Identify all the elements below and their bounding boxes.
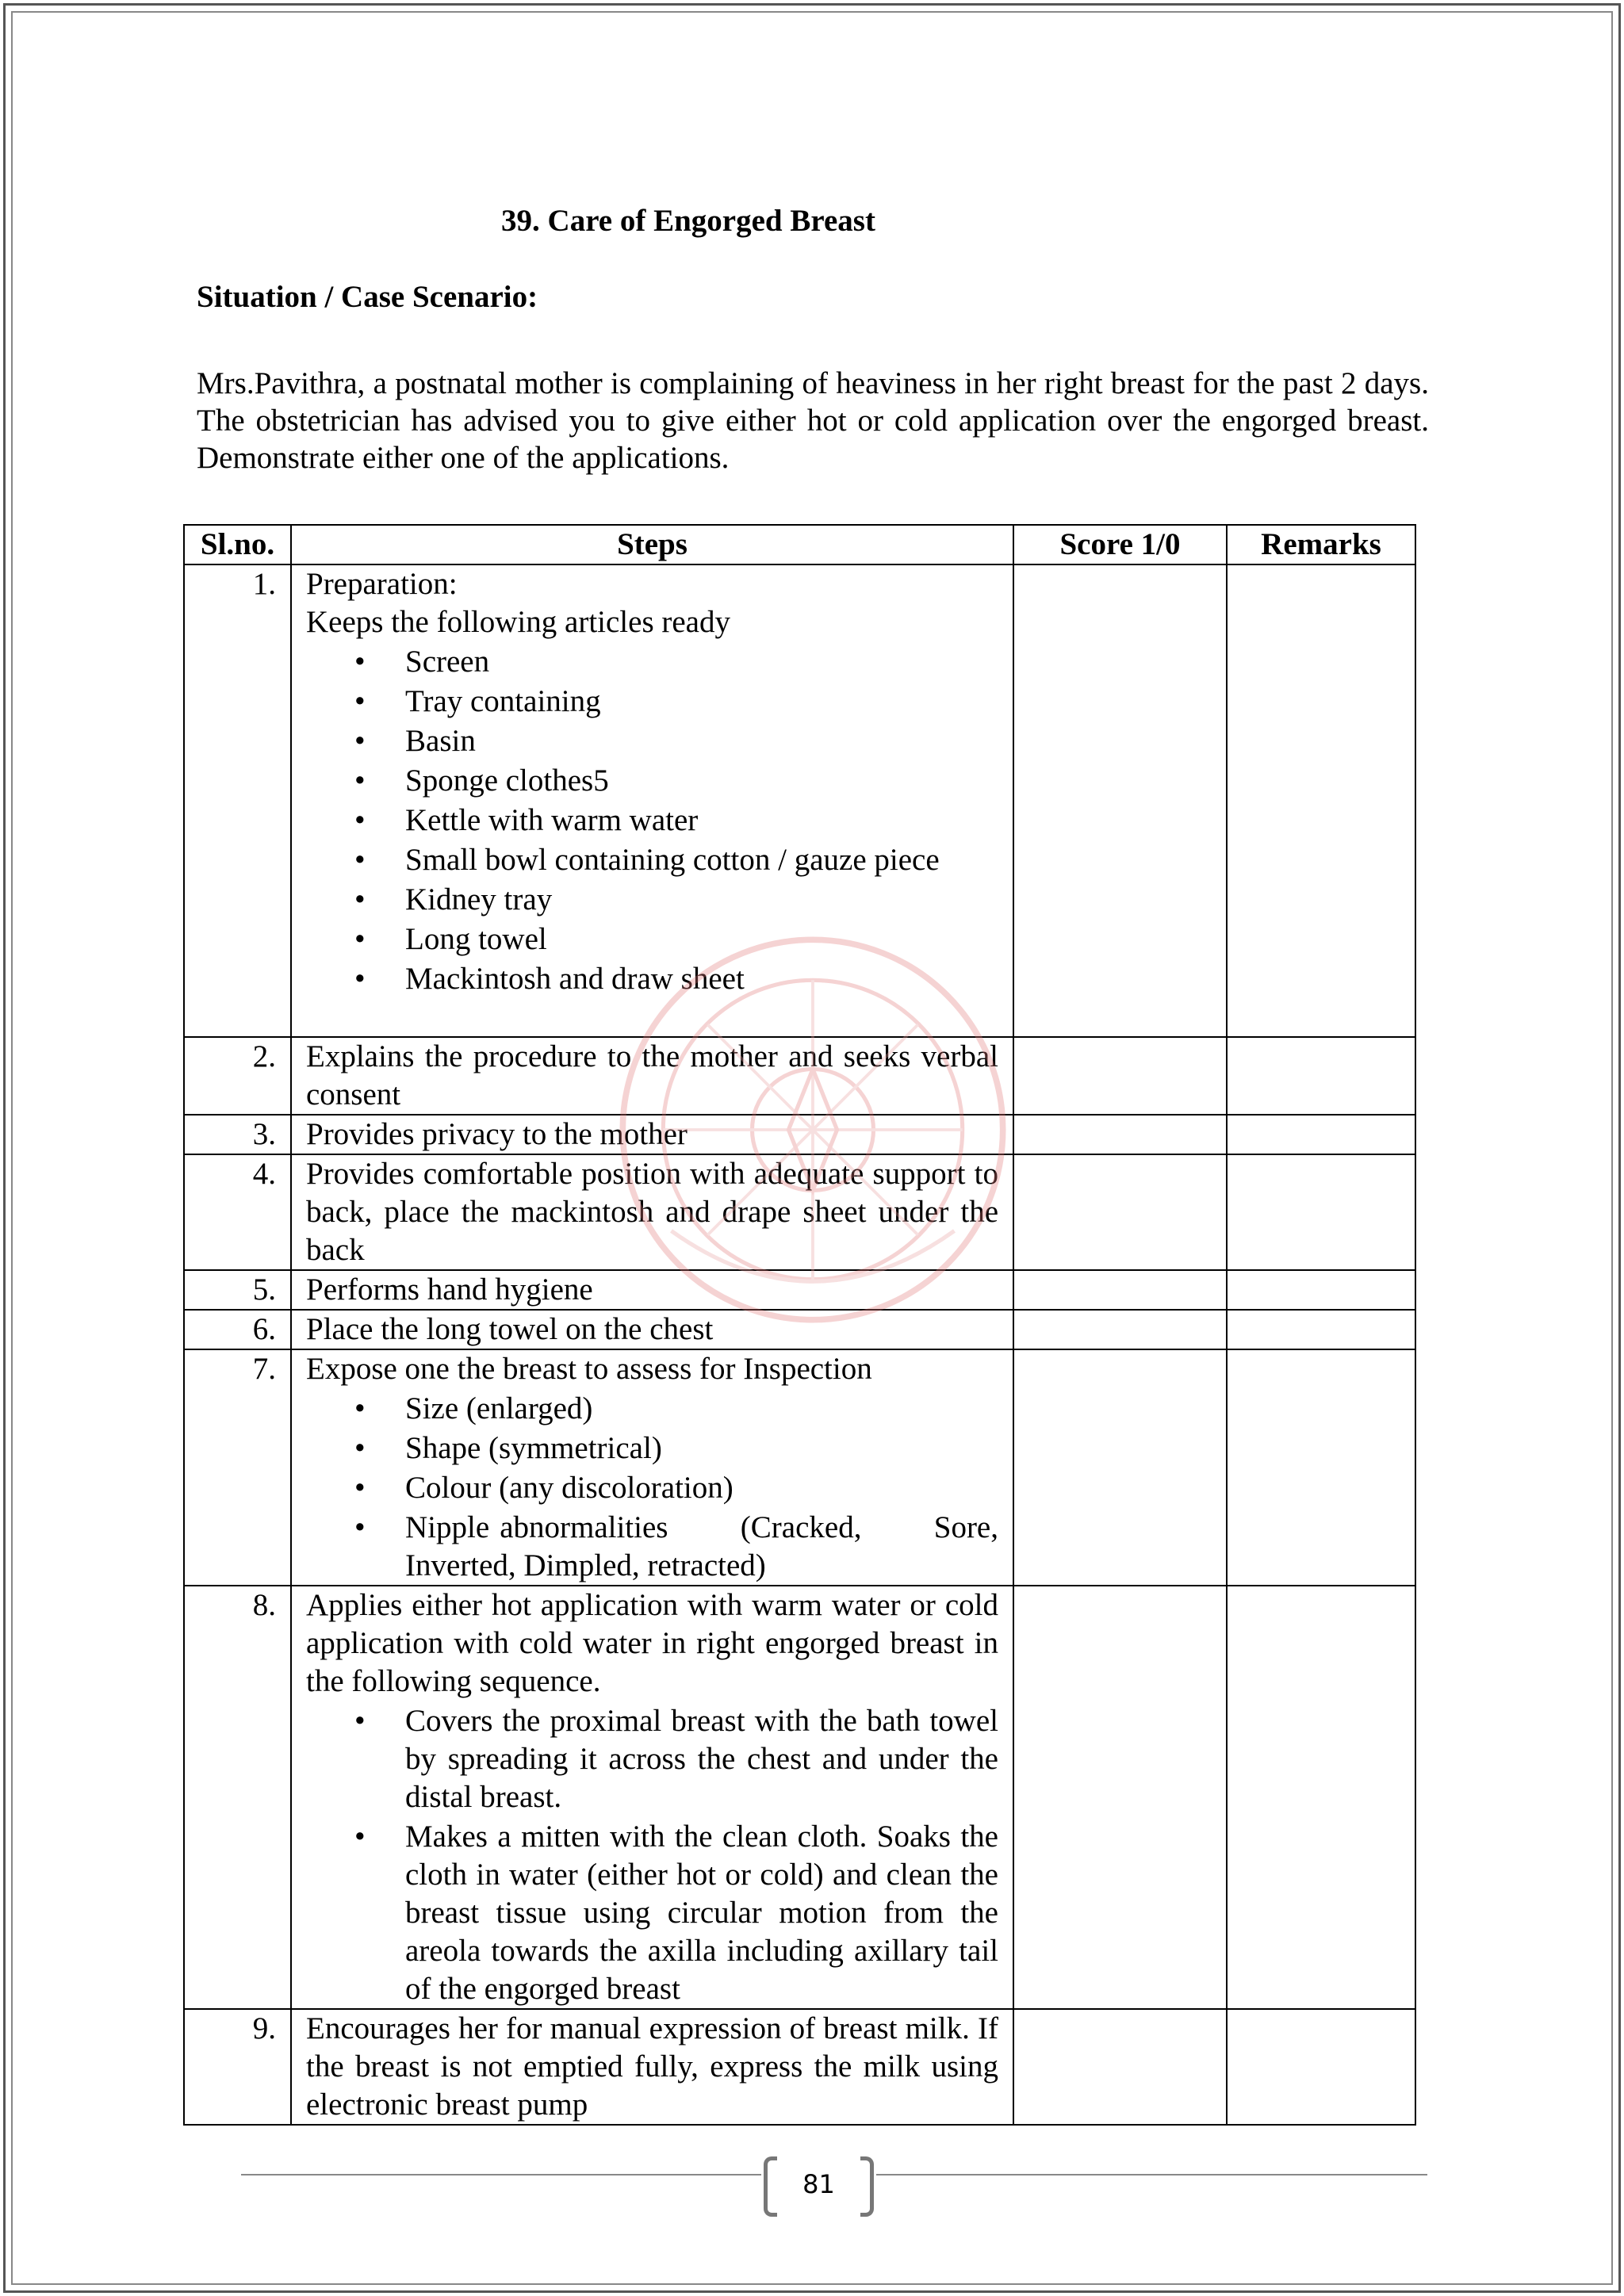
step-text: Provides privacy to the mother bbox=[291, 1115, 1013, 1154]
remarks-cell[interactable] bbox=[1227, 1310, 1415, 1349]
document-title: 39. Care of Engorged Breast bbox=[501, 204, 875, 238]
table-row bbox=[184, 1037, 1415, 1115]
score-cell[interactable] bbox=[1013, 1310, 1227, 1349]
table-row bbox=[184, 1586, 1415, 2009]
remarks-cell[interactable] bbox=[1227, 2009, 1415, 2125]
remarks-cell[interactable] bbox=[1227, 564, 1415, 1037]
score-cell[interactable] bbox=[1013, 1270, 1227, 1310]
step-number: 5. bbox=[184, 1270, 291, 1310]
step-text bbox=[291, 1586, 1013, 2009]
remarks-cell[interactable] bbox=[1227, 1154, 1415, 1270]
step-text: Explains the procedure to the mother and seeks verbal consent bbox=[291, 1037, 1013, 1115]
list-item: • Makes a mitten with the clean cloth. Soaks the cloth in water (either hot or cold) and clean the breast tissue using circular motion from the areola towards the axilla including axillary tail of the engorged breast bbox=[405, 1818, 998, 2008]
table-header-row bbox=[184, 525, 1415, 564]
remarks-cell[interactable] bbox=[1227, 1037, 1415, 1115]
list-item: • Small bowl containing cotton / gauze piece bbox=[405, 841, 998, 879]
list-item: • Covers the proximal breast with the bath towel by spreading it across the chest and under the distal breast. bbox=[405, 1702, 998, 1816]
step-line: Applies either hot application with warm water or cold application with cold water in right engorged breast in the following sequence. bbox=[306, 1588, 998, 1698]
table-row bbox=[184, 1270, 1415, 1310]
step-text: Provides comfortable position with adequate support to back, place the mackintosh and drape sheet under the back bbox=[291, 1154, 1013, 1270]
score-cell[interactable] bbox=[1013, 1154, 1227, 1270]
list-item: • Nipple abnormalities (Cracked, Sore, Inverted, Dimpled, retracted) bbox=[405, 1509, 998, 1585]
list-item: • Size (enlarged) bbox=[405, 1390, 998, 1428]
list-item: • Mackintosh and draw sheet bbox=[405, 960, 998, 998]
procedure-checklist-table bbox=[183, 524, 1416, 2126]
list-item: • Basin bbox=[405, 722, 998, 760]
step-number: 7. bbox=[184, 1349, 291, 1586]
section-heading: Situation / Case Scenario: bbox=[197, 280, 538, 314]
list-item: • Kidney tray bbox=[405, 881, 998, 919]
step-text: Place the long towel on the chest bbox=[291, 1310, 1013, 1349]
table-row bbox=[184, 1154, 1415, 1270]
step-line: Keeps the following articles ready bbox=[306, 605, 730, 639]
score-cell[interactable] bbox=[1013, 1586, 1227, 2009]
footer-rule-right bbox=[876, 2174, 1427, 2175]
inspection-list bbox=[306, 1390, 1006, 1585]
step-number: 8. bbox=[184, 1586, 291, 2009]
list-item: • Tray containing bbox=[405, 683, 998, 721]
score-cell[interactable] bbox=[1013, 564, 1227, 1037]
remarks-cell[interactable] bbox=[1227, 1586, 1415, 2009]
scenario-paragraph: Mrs.Pavithra, a postnatal mother is complaining of heaviness in her right breast for the past 2 days. The obstetrician has advised you to give either hot or cold application over the engorged breast. Demonstrate either one of the applications. bbox=[197, 366, 1429, 475]
remarks-cell[interactable] bbox=[1227, 1115, 1415, 1154]
step-text bbox=[291, 564, 1013, 1037]
table-row bbox=[184, 1115, 1415, 1154]
article-list bbox=[306, 643, 998, 998]
score-cell[interactable] bbox=[1013, 1115, 1227, 1154]
page-number: 81 bbox=[802, 2169, 835, 2199]
step-number: 6. bbox=[184, 1310, 291, 1349]
table-row bbox=[184, 1349, 1415, 1586]
table-row bbox=[184, 1310, 1415, 1349]
step-number: 9. bbox=[184, 2009, 291, 2125]
step-text bbox=[291, 1349, 1013, 1586]
step-number: 1. bbox=[184, 564, 291, 1037]
score-cell[interactable] bbox=[1013, 1037, 1227, 1115]
page-number-badge bbox=[761, 2156, 876, 2214]
list-item: • Kettle with warm water bbox=[405, 802, 998, 840]
step-line: Expose one the breast to assess for Inspection bbox=[306, 1352, 872, 1386]
remarks-cell[interactable] bbox=[1227, 1349, 1415, 1586]
header-slno: Sl.no. bbox=[184, 525, 291, 564]
list-item: • Shape (symmetrical) bbox=[405, 1429, 998, 1468]
list-item: • Long towel bbox=[405, 920, 998, 959]
step-text: Encourages her for manual expression of breast milk. If the breast is not emptied fully, express the milk using electronic breast pump bbox=[291, 2009, 1013, 2125]
header-remarks: Remarks bbox=[1227, 525, 1415, 564]
score-cell[interactable] bbox=[1013, 2009, 1227, 2125]
header-score: Score 1/0 bbox=[1013, 525, 1227, 564]
score-cell[interactable] bbox=[1013, 1349, 1227, 1586]
step-text: Performs hand hygiene bbox=[291, 1270, 1013, 1310]
application-sequence-list bbox=[306, 1702, 998, 2008]
step-number: 2. bbox=[184, 1037, 291, 1115]
step-number: 3. bbox=[184, 1115, 291, 1154]
header-steps: Steps bbox=[291, 525, 1013, 564]
step-number: 4. bbox=[184, 1154, 291, 1270]
step-line: Preparation: bbox=[306, 567, 458, 601]
table-row bbox=[184, 564, 1415, 1037]
list-item: • Sponge clothes5 bbox=[405, 762, 998, 800]
list-item: • Colour (any discoloration) bbox=[405, 1469, 998, 1507]
footer-rule-left bbox=[241, 2174, 761, 2175]
table-row bbox=[184, 2009, 1415, 2125]
list-item: • Screen bbox=[405, 643, 998, 681]
remarks-cell[interactable] bbox=[1227, 1270, 1415, 1310]
page-footer bbox=[0, 2156, 1624, 2220]
